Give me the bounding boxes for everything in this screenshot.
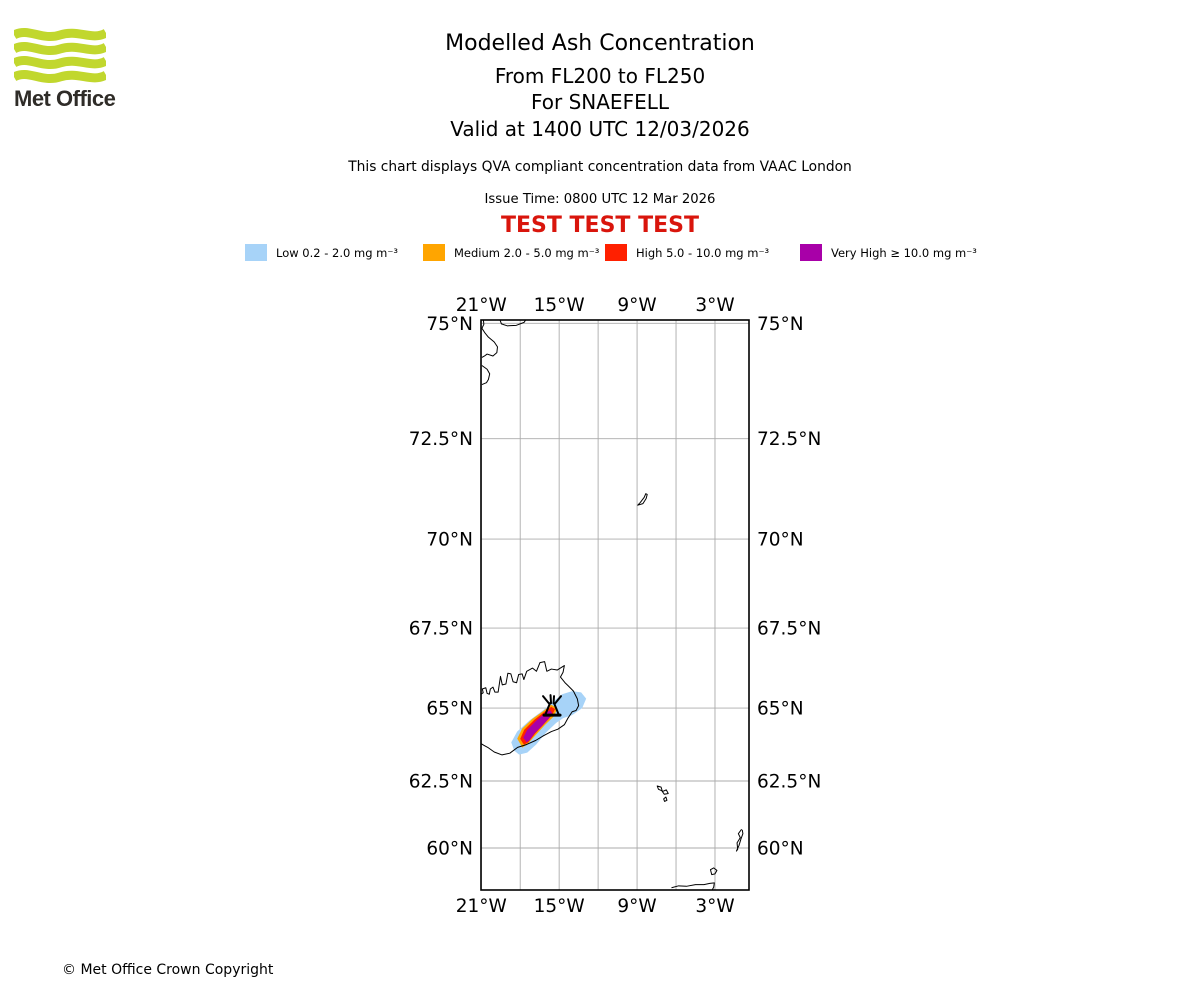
legend-swatch-high (605, 244, 627, 261)
lat-tick-left: 65°N (426, 698, 473, 720)
lon-tick-top: 3°W (695, 295, 735, 316)
lat-tick-right: 60°N (757, 838, 804, 860)
map-svg (400, 288, 840, 918)
lat-tick-right: 62.5°N (757, 771, 822, 793)
subtitle-volcano: For SNAEFELL (530, 90, 669, 114)
copyright-notice: © Met Office Crown Copyright (62, 962, 274, 978)
lat-tick-left: 60°N (426, 838, 473, 860)
coastline-orkney (710, 868, 716, 875)
coastline-jan-mayen (638, 494, 647, 505)
legend-label-very_high: Very High ≥ 10.0 mg m⁻³ (831, 245, 977, 260)
lon-tick-top: 9°W (617, 295, 657, 316)
lat-tick-left: 62.5°N (408, 771, 473, 793)
lon-tick-top: 15°W (533, 295, 585, 316)
lat-tick-left: 67.5°N (408, 618, 473, 640)
lat-tick-right: 70°N (757, 529, 804, 551)
legend-swatch-very_high (800, 244, 822, 261)
lat-tick-left: 70°N (426, 529, 473, 551)
legend-item-high (605, 243, 769, 262)
legend-item-low (245, 243, 398, 262)
lon-tick-bottom: 3°W (695, 896, 735, 917)
lat-tick-right: 75°N (757, 313, 804, 335)
map-frame (481, 320, 749, 890)
coastline-faroe-islands (657, 786, 668, 794)
coastline-greenland-east-coast (482, 318, 498, 357)
lat-tick-left: 72.5°N (408, 429, 473, 451)
lat-tick-right: 65°N (757, 698, 804, 720)
coastline-greenland-east-coast-lower (482, 365, 490, 384)
subtitle-flight-levels: From FL200 to FL250 (494, 64, 706, 88)
page-title: Modelled Ash Concentration (445, 31, 755, 56)
graticule-grid (481, 320, 749, 890)
legend-item-very_high (800, 243, 977, 262)
legend (0, 243, 1200, 263)
legend-label-low: Low 0.2 - 2.0 mg m⁻³ (276, 245, 399, 260)
legend-swatch-medium (423, 244, 445, 261)
coastline-scotland-north-coast (671, 883, 714, 890)
coastline-faroe-islands-south (664, 797, 667, 801)
lat-tick-right: 72.5°N (757, 429, 822, 451)
lat-tick-left: 75°N (426, 313, 473, 335)
lon-tick-bottom: 21°W (455, 896, 507, 917)
qva-compliance-note: This chart displays QVA compliant concentration data from VAAC London (348, 159, 852, 175)
legend-item-medium (423, 243, 599, 262)
lon-tick-top: 21°W (455, 295, 507, 316)
logo-wordmark: Met Office (14, 86, 116, 111)
legend-label-medium: Medium 2.0 - 5.0 mg m⁻³ (454, 245, 600, 260)
legend-swatch-low (245, 244, 267, 261)
ash-concentration-map (400, 288, 840, 918)
lat-tick-right: 67.5°N (757, 618, 822, 640)
subtitle-valid-time: Valid at 1400 UTC 12/03/2026 (450, 117, 750, 141)
legend-label-high: High 5.0 - 10.0 mg m⁻³ (636, 245, 770, 260)
map-inner (481, 318, 749, 890)
lon-tick-bottom: 9°W (617, 896, 657, 917)
lon-tick-bottom: 15°W (533, 896, 585, 917)
ash-plume-polygons (511, 691, 586, 754)
issue-time: Issue Time: 0800 UTC 12 Mar 2026 (484, 192, 716, 207)
test-banner: TEST TEST TEST (501, 213, 699, 238)
